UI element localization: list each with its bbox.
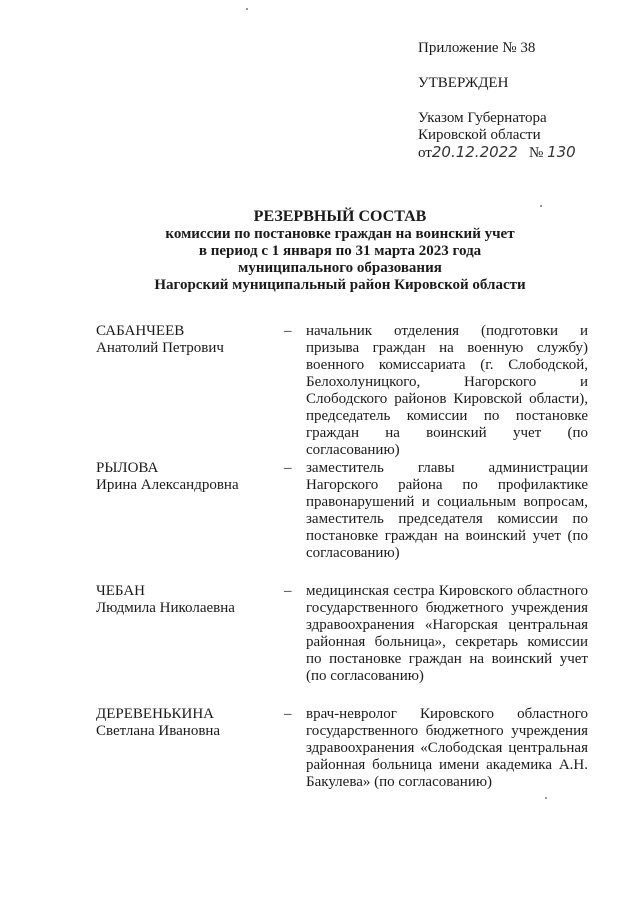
decree-line-1: Указом Губернатора xyxy=(418,110,547,126)
member-name xyxy=(96,706,286,740)
member-name xyxy=(96,323,286,357)
member-dash: – xyxy=(284,583,292,599)
handwritten-number: 130 xyxy=(547,143,576,161)
scan-speck xyxy=(540,205,542,207)
member-surname: ЧЕБАН xyxy=(96,583,145,599)
title-line-2: в период с 1 января по 31 марта 2023 года xyxy=(198,243,482,259)
member-given-name: Людмила Николаевна xyxy=(96,600,235,616)
member-given-name: Ирина Александровна xyxy=(96,477,239,493)
member-given-name: Светлана Ивановна xyxy=(96,723,221,739)
member-surname: ДЕРЕВЕНЬКИНА xyxy=(96,706,215,722)
member-surname: РЫЛОВА xyxy=(96,460,159,476)
member-given-name: Анатолий Петрович xyxy=(96,340,224,356)
handwritten-date: 20.12.2022 xyxy=(431,143,518,161)
approval-block xyxy=(418,40,576,162)
title-main: РЕЗЕРВНЫЙ СОСТАВ xyxy=(253,208,427,225)
document-title xyxy=(80,208,600,294)
decree-date-line xyxy=(418,144,576,162)
member-description: начальник отделения (подготовки и призыва граждан на военную службу) военного комиссариата (г. Слободской, Белохолуницкого, Нагорского и Слободского районов Кировской области), председатель комиссии по постановке граждан на воинский учет (по согласованию) xyxy=(306,323,588,458)
member-dash: – xyxy=(284,460,292,476)
appendix-number: Приложение № 38 xyxy=(418,40,536,56)
member-dash: – xyxy=(284,323,292,339)
title-line-3: муниципального образования xyxy=(238,260,442,276)
member-name xyxy=(96,460,286,494)
scan-speck xyxy=(246,8,248,10)
scan-speck xyxy=(545,797,547,799)
title-line-1: комиссии по постановке граждан на воинский учет xyxy=(165,226,515,242)
date-prefix: от xyxy=(418,145,432,161)
approved-label: УТВЕРЖДЕН xyxy=(418,75,509,91)
member-description: врач-невролог Кировского областного государственного бюджетного учреждения здравоохранения «Слободская центральная районная больница имени академика А.Н. Бакулева» (по согласованию) xyxy=(306,706,588,790)
member-dash: – xyxy=(284,706,292,722)
member-description: медицинская сестра Кировского областного государственного бюджетного учреждения здравоохранения «Нагорская центральная районная больница», секретарь комиссии по постановке граждан на воинский учет (по согласованию) xyxy=(306,583,588,684)
member-name xyxy=(96,583,286,617)
number-prefix: № xyxy=(529,145,544,161)
title-line-4: Нагорский муниципальный район Кировской области xyxy=(154,277,526,293)
decree-line-2: Кировской области xyxy=(418,127,541,143)
member-description: заместитель главы администрации Нагорского района по профилактике правонарушений и социальным вопросам, заместитель председателя комиссии по постановке граждан на воинский учет (по согласованию) xyxy=(306,460,588,561)
member-surname: САБАНЧЕЕВ xyxy=(96,323,185,339)
